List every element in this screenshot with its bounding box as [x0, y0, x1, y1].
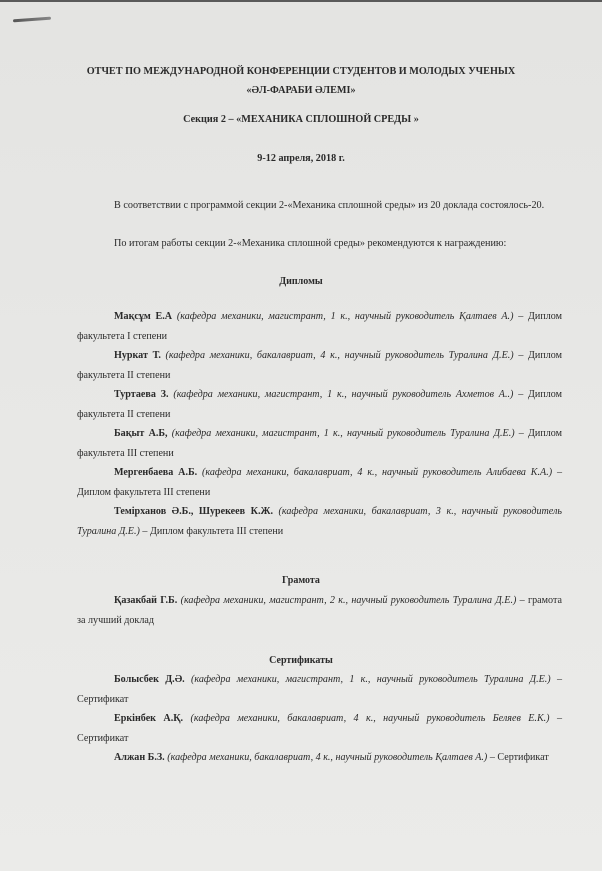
awardee-name: Туртаева З. — [114, 389, 169, 400]
awardee-details: (кафедра механики, магистрант, 1 к., научный руководитель Ахметов А..) — [173, 389, 514, 400]
diplomas-heading: Дипломы — [279, 276, 323, 287]
awardee-name: Болысбек Д.Ә. — [114, 674, 185, 685]
certificates-heading: Сертификаты — [269, 655, 333, 666]
diploma-entry — [77, 424, 562, 463]
event-date: 9-12 апреля, 2018 г. — [257, 153, 345, 164]
intro-paragraph: В соответствии с программой секции 2-«Механика сплошной среды» из 20 доклада состоялось-20. — [114, 200, 545, 211]
award-text: – Диплом факультета II степени — [77, 350, 563, 381]
gramota-heading: Грамота — [282, 575, 320, 586]
awardee-name: Нуркат Т. — [114, 350, 161, 361]
awardee-name: Еркінбек А.Қ. — [114, 713, 184, 724]
award-text: – Сертификат — [77, 713, 562, 744]
awardee-details: (кафедра механики, бакалавриат, 4 к., научный руководитель Туралина Д.Е.) — [165, 350, 514, 361]
certificate-entry — [77, 670, 562, 709]
awardee-details: (кафедра механики, магистрант, 1 к., научный руководитель Қалтаев А.) — [176, 311, 514, 322]
award-text: – Диплом факультета III степени — [77, 428, 563, 459]
awardee-details: (кафедра механики, бакалавриат, 3 к., научный руководитель Туралина Д.Е.) — [77, 506, 563, 537]
award-text: –Диплом факультета III степени — [77, 467, 562, 498]
awardee-name: Мергенбаева А.Б. — [114, 467, 198, 478]
awardee-name: Бақыт А.Б, — [114, 428, 168, 439]
awardee-details: (кафедра механики, магистрант, 2 к., научный руководитель Туралина Д.Е.) — [180, 595, 517, 606]
award-text: – Сертификат — [77, 674, 563, 705]
diploma-entry — [77, 385, 562, 424]
awardee-details: (кафедра механики, магистрант, 1 к., научный руководитель Туралина Д.Е.) — [171, 428, 515, 439]
diploma-entry — [77, 463, 562, 502]
certificate-entry — [77, 748, 562, 768]
recommendation-paragraph: По итогам работы секции 2-«Механика сплошной среды» рекомендуются к награждению: — [114, 238, 507, 249]
award-text: – Диплом факультета III степени — [139, 525, 284, 537]
diploma-entry — [77, 307, 562, 346]
award-text: – грамота за лучший доклад — [77, 595, 562, 626]
document-title: ОТЧЕТ ПО МЕЖДУНАРОДНОЙ КОНФЕРЕНЦИИ СТУДЕНТОВ И МОЛОДЫХ УЧЕНЫХ — [86, 66, 516, 77]
awardee-details: (кафедра механики, бакалавриат, 4 к., научный руководитель Алибаева К.А.) — [202, 467, 553, 478]
diploma-entry — [77, 346, 562, 385]
awardee-details: (кафедра механики, бакалавриат, 4 к., научный руководитель Беляев Е.К.) — [190, 713, 550, 724]
diploma-entry — [77, 502, 562, 541]
award-text: – Диплом факультета II степени — [77, 389, 563, 420]
awardee-name: Темірханов Ә.Б., Шурекеев К.Ж. — [114, 506, 273, 517]
award-text: – Диплом факультета I степени — [77, 311, 562, 342]
awardee-details: (кафедра механики, бакалавриат, 4 к., научный руководитель Қалтаев А.) — [167, 752, 488, 763]
gramota-entry — [77, 591, 562, 630]
section-title: Секция 2 – «МЕХАНИКА СПЛОШНОЙ СРЕДЫ » — [183, 114, 419, 125]
awardee-name: Қазакбай Г.Б. — [114, 595, 178, 606]
certificate-entry — [77, 709, 562, 748]
awardee-name: Мақсұм Е.А — [114, 311, 173, 322]
award-text: – Сертификат — [487, 752, 549, 763]
awardee-details: (кафедра механики, магистрант, 1 к., научный руководитель Туралина Д.Е.) — [191, 674, 551, 685]
awardee-name: Алжан Б.З. — [114, 752, 165, 763]
conference-name: «ӘЛ-ФАРАБИ ӘЛЕМІ» — [246, 85, 356, 96]
